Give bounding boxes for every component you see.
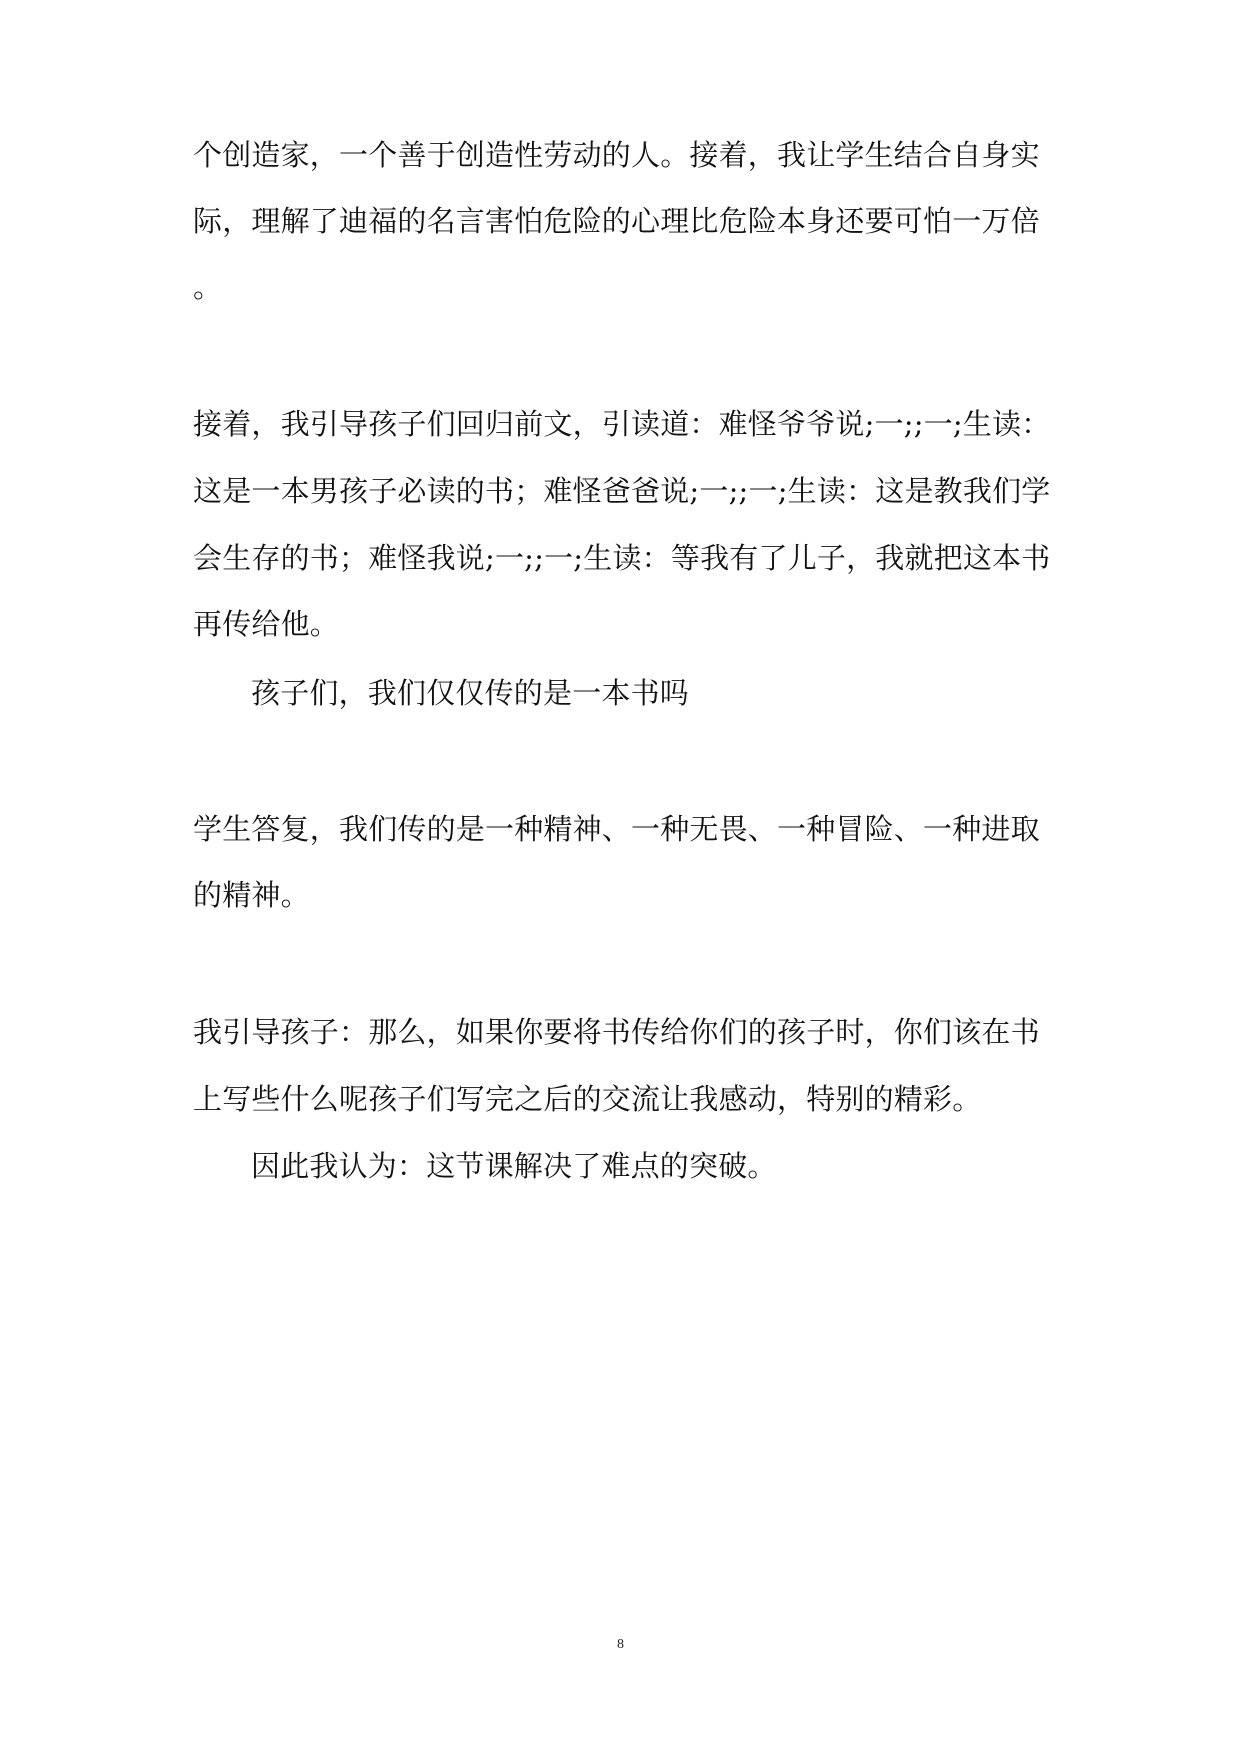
- text-line: 接着，我引导孩子们回归前文，引读道：难怪爷爷说;一;;一;生读：: [193, 407, 1051, 441]
- text-line: 的精神。: [193, 878, 310, 912]
- text-line: 孩子们，我们仅仅传的是一本书吗: [251, 676, 690, 710]
- text-line: 再传给他。: [193, 607, 340, 641]
- text-line: 学生答复，我们传的是一种精神、一种无畏、一种冒险、一种进取: [193, 812, 1040, 846]
- text-line: 际，理解了迪福的名言害怕危险的心理比危险本身还要可怕一万倍: [193, 204, 1040, 238]
- text-line: 因此我认为：这节课解决了难点的突破。: [251, 1149, 777, 1183]
- page-number: 8: [617, 1637, 624, 1652]
- text-line: 个创造家，一个善于创造性劳动的人。接着，我让学生结合自身实: [193, 138, 1040, 172]
- text-line: 上写些什么呢孩子们写完之后的交流让我感动，特别的精彩。: [193, 1082, 982, 1116]
- text-line: 这是一本男孩子必读的书；难怪爸爸说;一;;一;生读：这是教我们学: [193, 474, 1051, 508]
- text-line: 我引导孩子：那么，如果你要将书传给你们的孩子时，你们该在书: [193, 1015, 1040, 1049]
- text-line: 会生存的书；难怪我说;一;;一;生读：等我有了儿子，我就把这本书: [193, 541, 1051, 575]
- text-line: 。: [193, 270, 223, 304]
